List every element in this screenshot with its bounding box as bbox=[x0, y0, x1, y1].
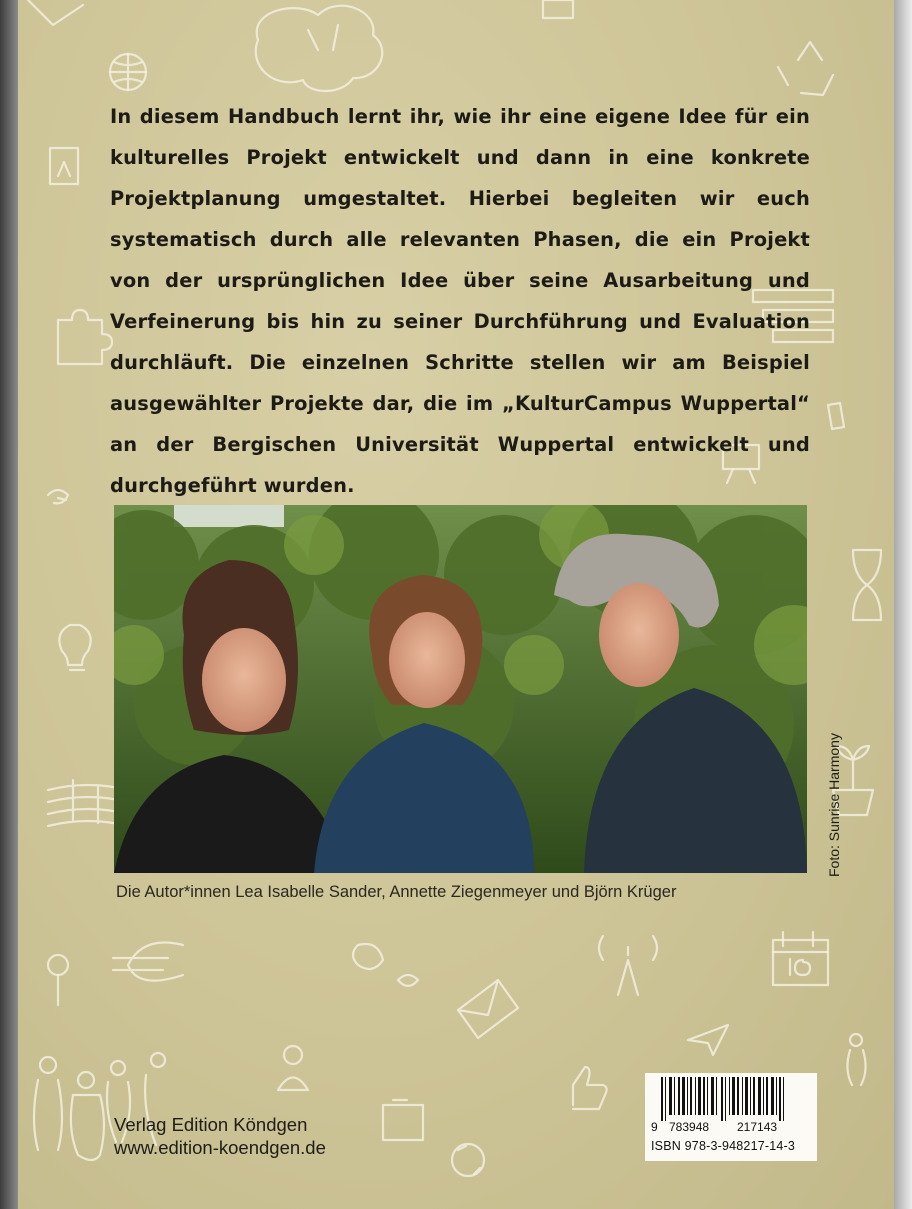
balloon-doodle-icon bbox=[48, 955, 68, 1005]
authors-photo bbox=[114, 505, 807, 873]
photo-credit: Foto: Sunrise Harmony bbox=[826, 733, 842, 877]
authors-photo-image bbox=[114, 505, 807, 873]
calendar-doodle-icon bbox=[773, 932, 828, 985]
tablet-doodle-icon bbox=[50, 148, 78, 184]
folder-doodle-icon bbox=[383, 1100, 423, 1140]
globe-doodle-icon bbox=[110, 54, 146, 90]
people-pair-doodle-icon bbox=[847, 1034, 865, 1085]
arrow-doodle-icon bbox=[48, 490, 68, 503]
paper-plane-doodle-icon bbox=[688, 1025, 728, 1055]
barcode-digits-left: 783948 bbox=[669, 1120, 710, 1134]
publisher-name: Verlag Edition Köndgen bbox=[114, 1114, 308, 1135]
blurb-text bbox=[110, 96, 810, 506]
barcode-prefix-digit: 9 bbox=[651, 1120, 658, 1134]
publisher-url: www.edition-koendgen.de bbox=[114, 1137, 326, 1158]
barcode-digits-right: 217143 bbox=[737, 1120, 778, 1134]
spine-shadow bbox=[0, 0, 18, 1209]
euro-doodle-icon bbox=[113, 943, 183, 981]
isbn-barcode bbox=[645, 1073, 817, 1161]
tag-doodle-icon bbox=[828, 403, 844, 429]
antenna-doodle-icon bbox=[599, 936, 657, 995]
envelope-doodle-icon bbox=[458, 980, 518, 1038]
page-edge bbox=[894, 0, 912, 1209]
publisher-block bbox=[114, 1113, 326, 1159]
recycle-small-doodle-icon bbox=[452, 1144, 484, 1176]
hourglass-doodle-icon bbox=[853, 550, 881, 620]
lightbulb-doodle-icon bbox=[59, 625, 90, 670]
back-cover bbox=[18, 0, 894, 1209]
paper-doodle-icon bbox=[28, 0, 573, 25]
person-doodle-icon bbox=[278, 1046, 308, 1090]
leaves-doodle-icon bbox=[353, 944, 418, 986]
recycle-doodle-icon bbox=[778, 42, 833, 95]
isbn-number: ISBN 978-3-948217-14-3 bbox=[651, 1139, 796, 1153]
photo-caption: Die Autor*innen Lea Isabelle Sander, Annette Ziegenmeyer und Björn Krüger bbox=[116, 883, 677, 901]
blurb-paragraph: In diesem Handbuch lernt ihr, wie ihr eine eigene Idee für ein kulturelles Projekt entwickelt und dann in eine konkrete Projektplanung umgestaltet. Hierbei begleiten wir euch systematisch durch alle relevanten Phasen, die ein Projekt von der ursprünglichen Idee über seine Ausarbeitung und Verfeinerung bis hin zu seiner Durchführung und Evaluation durchläuft. Die einzelnen Schritte stellen wir am Beispiel ausgewählter Projekte dar, die im „KulturCampus Wuppertal“ an der Bergischen Universität Wuppertal entwickelt und durchgeführt wurden. bbox=[110, 105, 810, 497]
puzzle-doodle-icon bbox=[58, 310, 112, 364]
brain-doodle-icon bbox=[256, 6, 383, 91]
thumbs-up-doodle-icon bbox=[573, 1067, 607, 1109]
barcode-bars bbox=[651, 1077, 811, 1121]
